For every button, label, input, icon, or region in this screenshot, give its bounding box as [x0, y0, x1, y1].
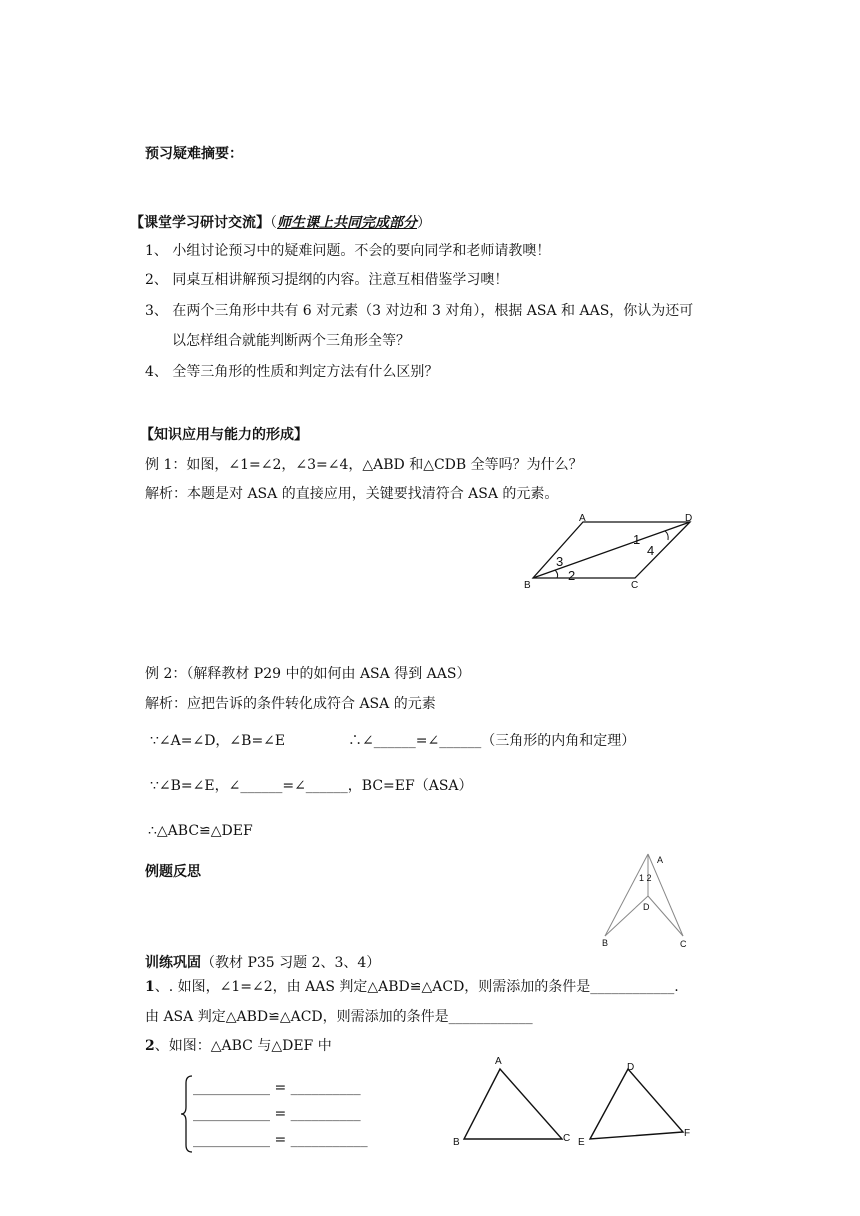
preview-summary-heading: 预习疑难摘要：: [145, 146, 243, 162]
parallelogram-figure: [515, 510, 715, 595]
example-2-question: 例 2：（解释教材 P29 中的如何由 ASA 得到 AAS）: [145, 666, 471, 682]
left-brace: [180, 1075, 194, 1153]
label-e3: E: [578, 1137, 585, 1148]
proof-line-1b: ∴∠______=∠______（三角形的内角和定理）: [348, 733, 636, 749]
angle-mark-3: [555, 570, 558, 578]
q2-number: 2: [145, 1038, 155, 1054]
angle-label-3: 3: [556, 554, 564, 569]
classroom-item-3-cont: 以怎样组合就能判断两个三角形全等？: [172, 333, 410, 349]
q2-text: 、如图：△ABC 与△DEF 中: [154, 1038, 332, 1054]
line-ac: [648, 854, 683, 936]
label-d: D: [685, 513, 693, 524]
classroom-item-3: 3、 在两个三角形中共有 6 对元素（3 对边和 3 对角），根据 ASA 和 AAS，你认为还可: [145, 303, 694, 319]
classroom-note-close: ）: [417, 215, 431, 231]
example-2-analysis: 解析：应把告诉的条件转化成符合 ASA 的元素: [145, 696, 436, 712]
label-b: B: [524, 580, 531, 591]
label-d3: D: [627, 1062, 635, 1073]
example-1-analysis: 解析：本题是对 ASA 的直接应用，关键要找清符合 ASA 的元素。: [145, 486, 559, 502]
classroom-item-2: 2、 同桌互相讲解预习提纲的内容。注意互相借鉴学习噢！: [145, 272, 509, 288]
label-f3: F: [684, 1128, 691, 1139]
q1-number: 1: [145, 979, 155, 995]
label-c2: C: [680, 939, 687, 949]
blank-row-1: ___________ = __________: [193, 1080, 361, 1096]
angle-labels-12: 1 2: [639, 873, 652, 883]
practice-heading-line: [145, 953, 380, 973]
line-db: [605, 896, 648, 936]
example-1-question: 例 1：如图，∠1=∠2，∠3=∠4，△ABD 和△CDB 全等吗？为什么？: [145, 457, 583, 473]
blank-row-2: ___________ = __________: [193, 1106, 361, 1122]
label-b3: B: [453, 1137, 460, 1148]
classroom-note: 师生课上共同完成部分: [277, 215, 417, 231]
practice-q1a-line: [145, 977, 679, 997]
classroom-item-1: 1、 小组讨论预习中的疑难问题。不会的要向同学和老师请教噢！: [145, 243, 551, 259]
line-dc: [648, 896, 683, 936]
label-a: A: [579, 513, 586, 524]
triangle-def: [590, 1069, 683, 1139]
classroom-heading-line: [130, 213, 431, 233]
classroom-note-open: （: [270, 215, 277, 231]
label-c: C: [631, 580, 639, 591]
practice-title: 训练巩固: [145, 955, 201, 971]
application-title: 【知识应用与能力的形成】: [140, 427, 308, 443]
two-triangles-figure: [450, 1052, 700, 1152]
proof-line-1a: ∵∠A=∠D，∠B=∠E: [150, 733, 286, 749]
label-c3: C: [563, 1133, 571, 1144]
angle-label-2: 2: [568, 568, 576, 583]
proof-line-3: ∴△ABC≌△DEF: [148, 823, 253, 839]
angle-label-1: 1: [633, 532, 641, 547]
label-b2: B: [602, 938, 609, 948]
blank-row-3: ___________ = ___________: [193, 1132, 368, 1148]
triangle-abc: [464, 1069, 562, 1139]
label-d2: D: [643, 902, 650, 912]
label-a2: A: [657, 855, 664, 865]
classroom-title: 【课堂学习研讨交流】: [130, 215, 270, 231]
example-reflection-heading: 例题反思: [145, 864, 201, 880]
label-a3: A: [495, 1056, 502, 1067]
practice-q1b: 由 ASA 判定△ABD≌△ACD，则需添加的条件是____________: [145, 1009, 533, 1025]
practice-title-note: （教材 P35 习题 2、3、4）: [201, 955, 381, 971]
angle-label-4: 4: [647, 543, 655, 558]
arrowhead-figure: [595, 850, 705, 955]
q1a-text: 、. 如图，∠1=∠2，由 AAS 判定△ABD≌△ACD，则需添加的条件是____________.: [154, 979, 679, 995]
angle-mark-4: [665, 531, 668, 540]
classroom-item-4: 4、 全等三角形的性质和判定方法有什么区别？: [145, 364, 439, 380]
practice-q2-line: [145, 1036, 332, 1056]
diagonal-bd: [533, 522, 690, 578]
proof-line-2: ∵∠B=∠E，∠______=∠______，BC=EF（ASA）: [150, 778, 473, 794]
line-ab: [605, 854, 648, 936]
